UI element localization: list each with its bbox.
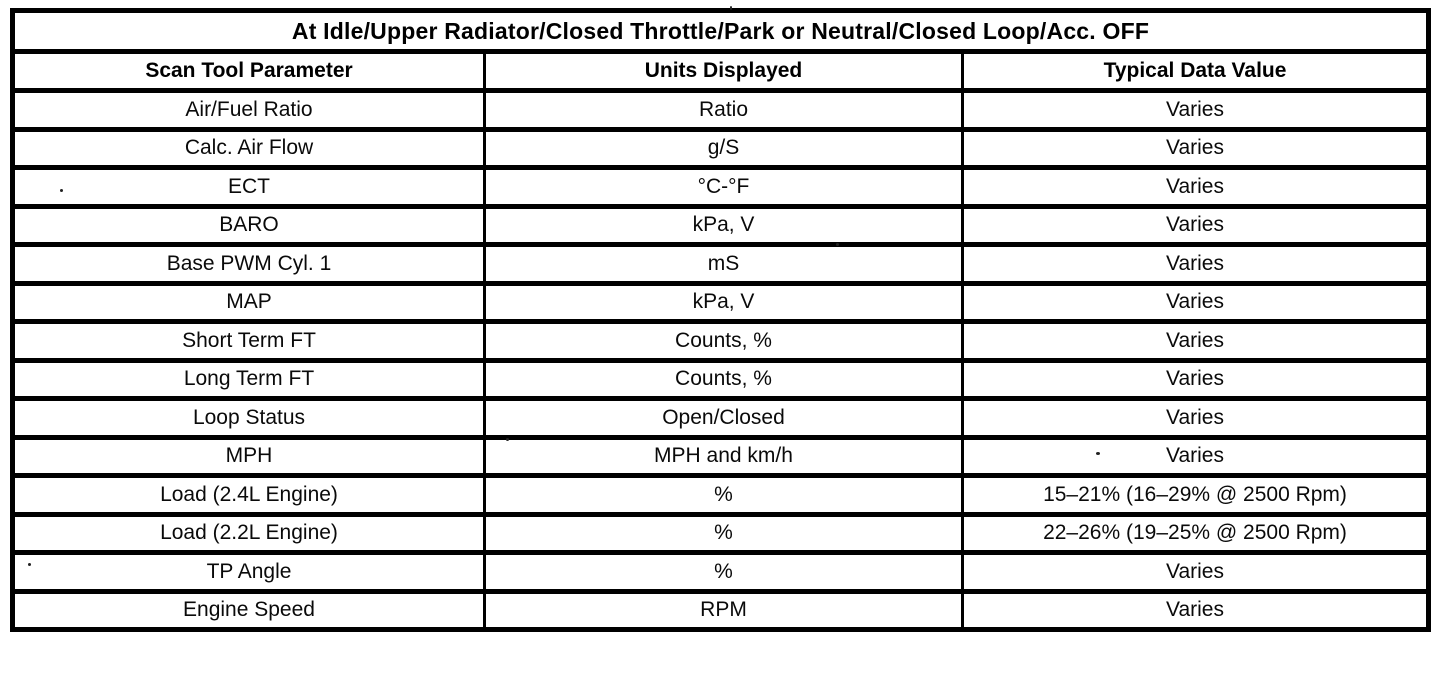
table-cell: TP Angle	[13, 553, 485, 592]
table-header-row	[13, 52, 1429, 91]
table-row	[13, 283, 1429, 322]
table-row	[13, 399, 1429, 438]
table-cell: kPa, V	[485, 283, 963, 322]
column-header-scan-tool-parameter: Scan Tool Parameter	[13, 52, 485, 91]
table-cell: Varies	[963, 399, 1429, 438]
column-header-typical-data-value: Typical Data Value	[963, 52, 1429, 91]
table-body	[13, 91, 1429, 630]
table-cell: Counts, %	[485, 360, 963, 399]
table-cell: Varies	[963, 91, 1429, 130]
table-title-row	[13, 11, 1429, 52]
table-cell: 15–21% (16–29% @ 2500 Rpm)	[963, 476, 1429, 515]
table-cell: Calc. Air Flow	[13, 129, 485, 168]
table-cell: Varies	[963, 245, 1429, 284]
table-cell: %	[485, 514, 963, 553]
table-cell: Varies	[963, 437, 1429, 476]
table-cell: g/S	[485, 129, 963, 168]
table-cell: Varies	[963, 129, 1429, 168]
table-cell: Base PWM Cyl. 1	[13, 245, 485, 284]
scan-noise-speck	[730, 6, 732, 10]
table-cell: Counts, %	[485, 322, 963, 361]
scan-noise-speck	[1096, 452, 1100, 455]
table-cell: Short Term FT	[13, 322, 485, 361]
table-cell: MAP	[13, 283, 485, 322]
table-cell: °C-°F	[485, 168, 963, 207]
table-row	[13, 553, 1429, 592]
table-cell: BARO	[13, 206, 485, 245]
table-row	[13, 245, 1429, 284]
table-cell: Loop Status	[13, 399, 485, 438]
table-row	[13, 360, 1429, 399]
scan-noise-speck	[506, 438, 509, 441]
table-row	[13, 91, 1429, 130]
table-cell: Long Term FT	[13, 360, 485, 399]
table-cell: mS	[485, 245, 963, 284]
table-cell: Varies	[963, 591, 1429, 630]
scan-noise-speck	[60, 189, 63, 192]
table-cell: kPa, V	[485, 206, 963, 245]
scan-tool-data-table	[10, 8, 1431, 632]
table-row	[13, 476, 1429, 515]
table-cell: Varies	[963, 206, 1429, 245]
column-header-units-displayed: Units Displayed	[485, 52, 963, 91]
table-cell: Varies	[963, 553, 1429, 592]
table-cell: ECT	[13, 168, 485, 207]
table-row	[13, 168, 1429, 207]
table-cell: Varies	[963, 360, 1429, 399]
table-cell: RPM	[485, 591, 963, 630]
table-cell: Ratio	[485, 91, 963, 130]
scan-noise-speck	[28, 563, 31, 566]
table-cell: MPH	[13, 437, 485, 476]
table-cell: %	[485, 553, 963, 592]
table-cell: Air/Fuel Ratio	[13, 91, 485, 130]
table-row	[13, 514, 1429, 553]
table-row	[13, 129, 1429, 168]
table-cell: Load (2.4L Engine)	[13, 476, 485, 515]
table-row	[13, 591, 1429, 630]
table-cell: Varies	[963, 283, 1429, 322]
table-title: At Idle/Upper Radiator/Closed Throttle/Park or Neutral/Closed Loop/Acc. OFF	[13, 11, 1429, 52]
table-cell: Engine Speed	[13, 591, 485, 630]
table-row	[13, 322, 1429, 361]
table-row	[13, 437, 1429, 476]
table-cell: MPH and km/h	[485, 437, 963, 476]
scan-noise-speck	[836, 243, 839, 246]
table-cell: Varies	[963, 322, 1429, 361]
table-row	[13, 206, 1429, 245]
table-cell: %	[485, 476, 963, 515]
table-cell: 22–26% (19–25% @ 2500 Rpm)	[963, 514, 1429, 553]
table-cell: Varies	[963, 168, 1429, 207]
table-cell: Open/Closed	[485, 399, 963, 438]
table-cell: Load (2.2L Engine)	[13, 514, 485, 553]
